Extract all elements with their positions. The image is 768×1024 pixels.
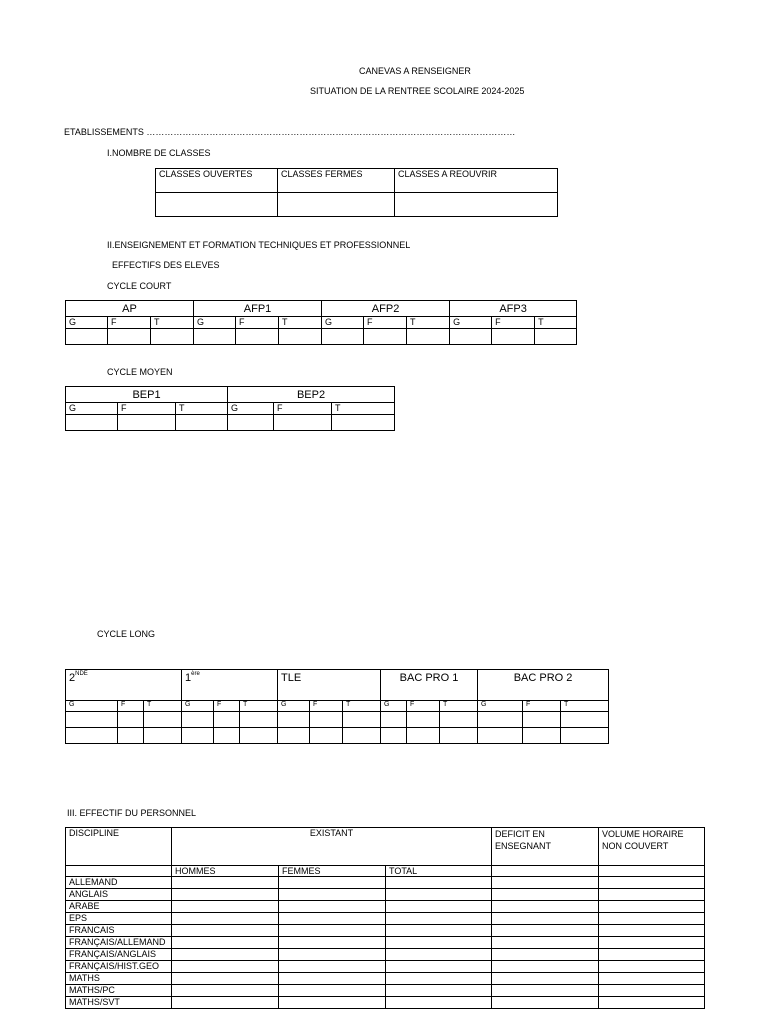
input-cell[interactable] <box>172 889 279 901</box>
input-cell[interactable] <box>240 728 278 744</box>
table-row <box>66 877 705 889</box>
input-cell[interactable] <box>279 329 322 345</box>
input-cell[interactable] <box>440 712 478 728</box>
input-cell[interactable] <box>172 949 279 961</box>
input-cell[interactable] <box>172 973 279 985</box>
col-existant: EXISTANT <box>172 828 492 866</box>
input-cell[interactable] <box>279 877 386 889</box>
blank-cell <box>492 866 599 877</box>
input-cell[interactable] <box>386 973 492 985</box>
input-cell[interactable] <box>151 329 194 345</box>
input-cell[interactable] <box>523 728 561 744</box>
col-deficit: DEFICIT EN ENSEGNANT <box>492 828 599 866</box>
group-2nde-sup: NDE <box>75 671 88 677</box>
discipline-name: ARABE <box>66 901 172 913</box>
col-hommes: HOMMES <box>172 866 279 877</box>
effectifs-eleves-title: EFFECTIFS DES ELEVES <box>112 260 220 270</box>
col-discipline: DISCIPLINE <box>66 828 172 866</box>
input-cell[interactable] <box>381 728 407 744</box>
table-row <box>66 949 705 961</box>
col-volume-horaire: VOLUME HORAIRE NON COUVERT <box>599 828 705 866</box>
col-t: T <box>332 403 395 415</box>
table-row <box>66 961 705 973</box>
group-bep2: BEP2 <box>228 387 395 403</box>
input-cell[interactable] <box>478 712 523 728</box>
table-row <box>66 925 705 937</box>
input-cell[interactable] <box>535 329 577 345</box>
col-g: G <box>381 701 407 712</box>
input-cell[interactable] <box>407 712 440 728</box>
input-cell[interactable] <box>492 973 599 985</box>
col-t: T <box>561 701 609 712</box>
group-ap: AP <box>66 301 194 317</box>
col-g: G <box>66 403 118 415</box>
input-cell[interactable] <box>599 877 705 889</box>
col-f: F <box>274 403 332 415</box>
col-t: T <box>151 317 194 329</box>
input-cell[interactable] <box>386 961 492 973</box>
input-cell[interactable] <box>492 877 599 889</box>
input-cell[interactable] <box>278 712 310 728</box>
input-cell[interactable] <box>386 985 492 997</box>
cycle-court-table <box>65 300 577 345</box>
input-cell[interactable] <box>66 728 118 744</box>
col-classes-ouvertes: CLASSES OUVERTES <box>156 169 278 193</box>
input-cell[interactable] <box>182 728 214 744</box>
input-cell[interactable] <box>279 961 386 973</box>
input-cell[interactable] <box>492 985 599 997</box>
col-g: G <box>450 317 492 329</box>
col-g: G <box>182 701 214 712</box>
col-g: G <box>478 701 523 712</box>
discipline-name: MATHS <box>66 973 172 985</box>
col-f: F <box>492 317 535 329</box>
input-classes-ouvertes[interactable] <box>156 193 278 217</box>
col-f: F <box>118 403 176 415</box>
col-g: G <box>194 317 236 329</box>
input-cell[interactable] <box>172 877 279 889</box>
input-cell[interactable] <box>279 937 386 949</box>
table-row <box>66 937 705 949</box>
col-total: TOTAL <box>386 866 492 877</box>
section-3-title: III. EFFECTIF DU PERSONNEL <box>67 808 197 818</box>
document-subtitle: SITUATION DE LA RENTREE SCOLAIRE 2024-2025 <box>310 86 525 96</box>
input-cell[interactable] <box>343 728 381 744</box>
input-classes-fermes[interactable] <box>278 193 395 217</box>
input-cell[interactable] <box>561 712 609 728</box>
input-cell[interactable] <box>599 937 705 949</box>
discipline-name: FRANÇAIS/ANGLAIS <box>66 949 172 961</box>
input-cell[interactable] <box>440 728 478 744</box>
input-cell[interactable] <box>322 329 364 345</box>
input-cell[interactable] <box>386 937 492 949</box>
input-cell[interactable] <box>194 329 236 345</box>
input-cell[interactable] <box>599 997 705 1009</box>
input-cell[interactable] <box>108 329 151 345</box>
input-cell[interactable] <box>561 728 609 744</box>
input-cell[interactable] <box>492 913 599 925</box>
col-g: G <box>278 701 310 712</box>
input-cell[interactable] <box>386 913 492 925</box>
input-cell[interactable] <box>236 329 279 345</box>
input-cell[interactable] <box>172 985 279 997</box>
input-cell[interactable] <box>279 925 386 937</box>
input-cell[interactable] <box>599 985 705 997</box>
col-f: F <box>108 317 151 329</box>
table-row <box>66 985 705 997</box>
col-g: G <box>66 701 118 712</box>
input-cell[interactable] <box>228 415 274 431</box>
input-cell[interactable] <box>332 415 395 431</box>
personnel-table <box>65 827 705 1009</box>
table-row <box>66 913 705 925</box>
col-t: T <box>176 403 228 415</box>
section-1-title: I.NOMBRE DE CLASSES <box>107 148 211 158</box>
table-row <box>66 889 705 901</box>
document-title: CANEVAS A RENSEIGNER <box>359 66 471 76</box>
input-cell[interactable] <box>386 877 492 889</box>
input-cell[interactable] <box>492 925 599 937</box>
input-cell[interactable] <box>172 937 279 949</box>
input-cell[interactable] <box>492 329 535 345</box>
input-cell[interactable] <box>118 415 176 431</box>
input-cell[interactable] <box>450 329 492 345</box>
input-cell[interactable] <box>66 329 108 345</box>
input-cell[interactable] <box>279 913 386 925</box>
input-cell[interactable] <box>523 712 561 728</box>
group-1ere <box>182 670 278 701</box>
col-t: T <box>535 317 577 329</box>
input-cell[interactable] <box>279 997 386 1009</box>
input-cell[interactable] <box>381 712 407 728</box>
input-cell[interactable] <box>172 997 279 1009</box>
input-cell[interactable] <box>599 925 705 937</box>
input-cell[interactable] <box>599 889 705 901</box>
input-cell[interactable] <box>172 901 279 913</box>
section-2-title: II.ENSEIGNEMENT ET FORMATION TECHNIQUES ET PROFESSIONNEL <box>107 240 411 250</box>
group-bep1: BEP1 <box>66 387 228 403</box>
blank-cell <box>66 866 172 877</box>
input-cell[interactable] <box>118 728 144 744</box>
input-cell[interactable] <box>407 728 440 744</box>
input-classes-a-reouvrir[interactable] <box>395 193 558 217</box>
discipline-name: FRANÇAIS/HIST.GEO <box>66 961 172 973</box>
group-2nde-base: 2 <box>69 672 76 684</box>
input-cell[interactable] <box>279 985 386 997</box>
col-femmes: FEMMES <box>279 866 386 877</box>
group-afp3: AFP3 <box>450 301 577 317</box>
input-cell[interactable] <box>492 937 599 949</box>
input-cell[interactable] <box>279 889 386 901</box>
input-cell[interactable] <box>492 889 599 901</box>
col-f: F <box>310 701 343 712</box>
input-cell[interactable] <box>172 961 279 973</box>
input-cell[interactable] <box>492 901 599 913</box>
input-cell[interactable] <box>310 712 343 728</box>
group-1ere-base: 1 <box>185 672 192 684</box>
discipline-name: ALLEMAND <box>66 877 172 889</box>
input-cell[interactable] <box>386 997 492 1009</box>
input-cell[interactable] <box>492 997 599 1009</box>
input-cell[interactable] <box>599 973 705 985</box>
cycle-moyen-label: CYCLE MOYEN <box>107 367 173 377</box>
discipline-name: ANGLAIS <box>66 889 172 901</box>
input-cell[interactable] <box>599 901 705 913</box>
input-cell[interactable] <box>492 949 599 961</box>
input-cell[interactable] <box>386 889 492 901</box>
cycle-court-label: CYCLE COURT <box>107 281 172 291</box>
input-cell[interactable] <box>310 728 343 744</box>
cycle-moyen-table <box>65 386 395 431</box>
group-bac-pro-2: BAC PRO 2 <box>478 670 609 701</box>
col-f: F <box>118 701 144 712</box>
input-cell[interactable] <box>214 728 240 744</box>
input-cell[interactable] <box>364 329 407 345</box>
col-f: F <box>236 317 279 329</box>
input-cell[interactable] <box>386 901 492 913</box>
group-bac-pro-1: BAC PRO 1 <box>381 670 478 701</box>
blank-cell <box>599 866 705 877</box>
table-row <box>66 973 705 985</box>
col-t: T <box>343 701 381 712</box>
input-cell[interactable] <box>172 913 279 925</box>
col-g: G <box>66 317 108 329</box>
cycle-long-label: CYCLE LONG <box>97 629 156 639</box>
col-f: F <box>214 701 240 712</box>
input-cell[interactable] <box>66 712 118 728</box>
input-cell[interactable] <box>599 913 705 925</box>
table-row <box>66 997 705 1009</box>
input-cell[interactable] <box>118 712 144 728</box>
input-cell[interactable] <box>66 415 118 431</box>
group-afp2: AFP2 <box>322 301 450 317</box>
col-classes-a-reouvrir: CLASSES A REOUVRIR <box>395 169 558 193</box>
input-cell[interactable] <box>172 925 279 937</box>
input-cell[interactable] <box>279 973 386 985</box>
input-cell[interactable] <box>343 712 381 728</box>
input-cell[interactable] <box>240 712 278 728</box>
input-cell[interactable] <box>182 712 214 728</box>
col-t: T <box>440 701 478 712</box>
input-cell[interactable] <box>279 949 386 961</box>
table-row <box>66 901 705 913</box>
input-cell[interactable] <box>599 949 705 961</box>
input-cell[interactable] <box>214 712 240 728</box>
col-f: F <box>364 317 407 329</box>
cycle-long-table <box>65 669 609 744</box>
discipline-name: MATHS/PC <box>66 985 172 997</box>
discipline-name: EPS <box>66 913 172 925</box>
input-cell[interactable] <box>274 415 332 431</box>
discipline-name: MATHS/SVT <box>66 997 172 1009</box>
etablissement-field[interactable]: ETABLISSEMENTS …………………………………………………………………………………………………………… <box>64 127 516 137</box>
input-cell[interactable] <box>478 728 523 744</box>
input-cell[interactable] <box>278 728 310 744</box>
input-cell[interactable] <box>599 961 705 973</box>
input-cell[interactable] <box>386 925 492 937</box>
col-classes-fermes: CLASSES FERMES <box>278 169 395 193</box>
input-cell[interactable] <box>492 961 599 973</box>
col-t: T <box>240 701 278 712</box>
input-cell[interactable] <box>279 901 386 913</box>
discipline-name: FRANÇAIS/ALLEMAND <box>66 937 172 949</box>
group-afp1: AFP1 <box>194 301 322 317</box>
col-g: G <box>228 403 274 415</box>
input-cell[interactable] <box>176 415 228 431</box>
col-f: F <box>407 701 440 712</box>
col-t: T <box>407 317 450 329</box>
group-tle: TLE <box>278 670 381 701</box>
input-cell[interactable] <box>386 949 492 961</box>
group-2nde <box>66 670 182 701</box>
col-f: F <box>523 701 561 712</box>
input-cell[interactable] <box>144 728 182 744</box>
input-cell[interactable] <box>144 712 182 728</box>
input-cell[interactable] <box>407 329 450 345</box>
group-1ere-sup: ère <box>191 671 200 677</box>
col-t: T <box>144 701 182 712</box>
col-t: T <box>279 317 322 329</box>
discipline-name: FRANCAIS <box>66 925 172 937</box>
classes-table <box>155 168 558 217</box>
col-g: G <box>322 317 364 329</box>
